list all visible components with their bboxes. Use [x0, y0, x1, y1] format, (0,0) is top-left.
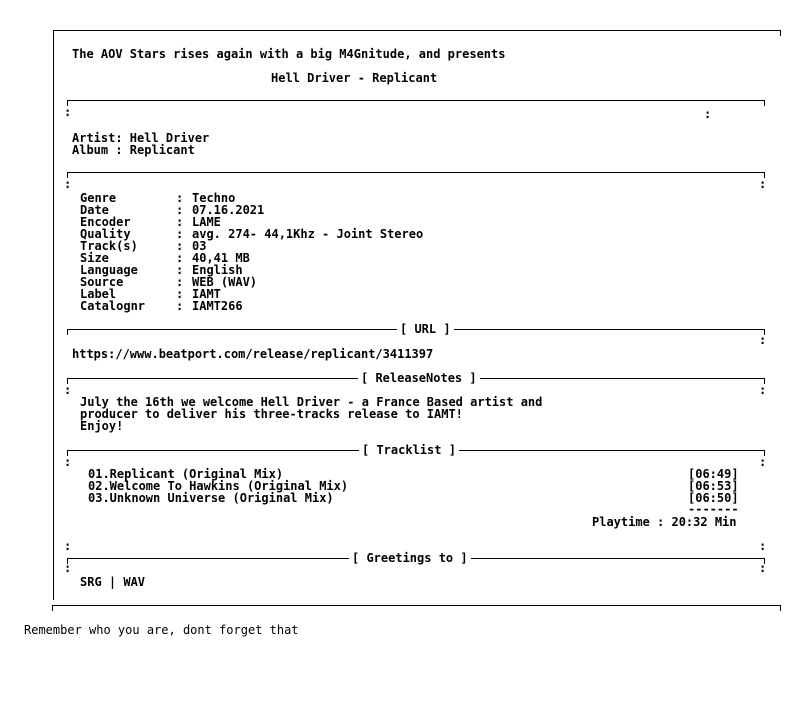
info-label: Encoder	[80, 215, 131, 229]
colon-mark: :	[64, 383, 72, 397]
info-label: Track(s)	[80, 239, 138, 253]
info-label: Label	[80, 287, 117, 301]
info-sep: :	[176, 191, 184, 205]
section-title-url: [ URL ]	[397, 323, 454, 335]
frame-bottom-left-tick	[52, 605, 53, 611]
info-sep: :	[176, 203, 184, 217]
info-value: Techno	[192, 191, 236, 205]
release-notes-line: July the 16th we welcome Hell Driver - a France Based artist and	[80, 395, 543, 409]
release-notes-line: producer to deliver his three-tracks release to IAMT!	[80, 407, 463, 421]
frame-top	[53, 30, 781, 31]
section-title-greetings: [ Greetings to ]	[349, 552, 471, 564]
colon-mark: :	[64, 561, 72, 575]
track-time: [06:53]	[688, 479, 739, 493]
info-sep: :	[176, 287, 184, 301]
info-value: WEB (WAV)	[192, 275, 258, 289]
info-label: Quality	[80, 227, 131, 241]
info-value: IAMT	[192, 287, 221, 301]
frame-right-tick	[780, 30, 781, 36]
colon-mark: :	[759, 333, 767, 347]
info-sep: :	[176, 215, 184, 229]
url-link[interactable]: https://www.beatport.com/release/replicant/3411397	[72, 347, 434, 361]
divider	[67, 172, 765, 173]
info-label: Genre	[80, 191, 117, 205]
artist-line: Artist: Hell Driver	[72, 131, 210, 145]
frame-bottom-right-tick	[780, 605, 781, 611]
info-label: Source	[80, 275, 124, 289]
divider	[67, 100, 765, 101]
colon-mark: :	[759, 383, 767, 397]
footer-text: Remember who you are, dont forget that	[24, 623, 299, 637]
info-label: Catalognr	[80, 299, 146, 313]
info-value: English	[192, 263, 243, 277]
info-value: IAMT266	[192, 299, 243, 313]
track-title: 03.Unknown Universe (Original Mix)	[88, 491, 334, 505]
info-value: 07.16.2021	[192, 203, 265, 217]
info-sep: :	[176, 227, 184, 241]
greetings-text: SRG | WAV	[80, 575, 146, 589]
section-title-tracklist: [ Tracklist ]	[359, 444, 459, 456]
intro-line: The AOV Stars rises again with a big M4Gnitude, and presents	[72, 47, 506, 61]
colon-mark: :	[759, 455, 767, 469]
info-sep: :	[176, 299, 184, 313]
info-value: avg. 274- 44,1Khz - Joint Stereo	[192, 227, 424, 241]
section-title-release-notes: [ ReleaseNotes ]	[358, 372, 480, 384]
divider-right-tick	[764, 100, 765, 106]
track-time: [06:50]	[688, 491, 739, 505]
track-title: 02.Welcome To Hawkins (Original Mix)	[88, 479, 349, 493]
info-sep: :	[176, 263, 184, 277]
colon-mark: :	[64, 455, 72, 469]
info-label: Language	[80, 263, 138, 277]
colon-mark: :	[64, 105, 72, 119]
info-sep: :	[176, 275, 184, 289]
release-title: Hell Driver - Replicant	[271, 71, 438, 85]
album-line: Album : Replicant	[72, 143, 195, 157]
colon-mark: :	[64, 539, 72, 553]
info-sep: :	[176, 239, 184, 253]
info-sep: :	[176, 251, 184, 265]
track-title: 01.Replicant (Original Mix)	[88, 467, 284, 481]
info-value: 40,41 MB	[192, 251, 250, 265]
frame-left	[53, 30, 54, 600]
info-value: 03	[192, 239, 207, 253]
colon-mark: :	[704, 107, 712, 121]
frame-bottom	[52, 605, 781, 606]
colon-mark: :	[759, 177, 767, 191]
info-label: Size	[80, 251, 109, 265]
info-value: LAME	[192, 215, 221, 229]
colon-mark: :	[64, 177, 72, 191]
colon-mark: :	[759, 561, 767, 575]
track-total-rule: -------	[688, 502, 739, 516]
info-label: Date	[80, 203, 109, 217]
track-time: [06:49]	[688, 467, 739, 481]
colon-mark: :	[759, 539, 767, 553]
divider-left-tick	[67, 329, 68, 335]
release-notes-line: Enjoy!	[80, 419, 124, 433]
playtime-total: Playtime : 20:32 Min	[592, 515, 737, 529]
